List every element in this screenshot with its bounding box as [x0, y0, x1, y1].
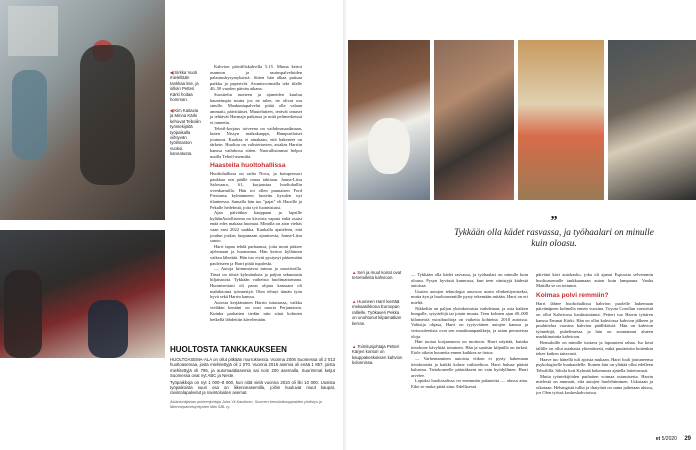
paragraph: Uusien autojen teknologia aasvoon uusin elinkeittymiseksi, mutta äyn ja huoltoasemiille pysty tekemään mitään. Harri on eri mieltä.	[411, 288, 528, 305]
page-number: 29	[684, 436, 691, 442]
paragraph: Teboil-korjaus toiveena on vaihdosmaailmaan, kuten Nissyn matkakauppi, Hampurilaiset joutunut. Kuokaa ei ainakaan, että hakeneet on tärkein. Huoltoa on valistettavien, asiakas Harriin kanssa vaihdossa sitten. Nuorallisimmat helpot mailla Teboil-asemilta.	[210, 125, 302, 159]
left-body-column	[210, 64, 302, 322]
photo-dog	[368, 118, 410, 174]
paragraph: — Autoja kiinnostavat minua ja mootteoilla. Tässä on töistä kylmätuksia ja paljon sekuntasin hiljaisuutta. Tykkään vaiheista huolimattomana. Huomisestani oli paras ohjata kanssani oli mahdotonta työnnettyä. Olen tehnyt tämän työn hyvä sekä Harrin kanssa.	[210, 266, 302, 300]
fact-box-text: HUOLTOASEMA-ALA on ollut pitkään murroksessa. Vuonna 2006 Suomessa oli 2 013 huoltoasemaa, josta miehitettyjä oli 1 070. Vuonna 2016 asemia oli enää 1 857, joista miehitettyjä oli 795, ja automaattiasemia sai noin 200 asemalla. Suurimmat ketjut Suomessa ovat nyt ABC ja Neste.	[170, 357, 335, 379]
page-footer	[631, 434, 691, 444]
photo-manager-office	[608, 40, 696, 200]
subheading-kolmas-polvi: Kolmas polvi remmiin?	[536, 291, 609, 299]
magazine-brand: et	[655, 436, 661, 442]
photo-woman-figure	[12, 70, 47, 160]
paragraph: Ajan päivätkin kauppaan ja lapsille kyläänAutolliseena on kivoista vaputa enkä osaisi enää edes makaaa huomaa. Minulla on aion viehäs vaan ensi 2022 saakka. Kaukalla ajatteleen, että joudun joskus luopumaan ajamisesta, Jonna-Liisa sanoo.	[210, 210, 302, 244]
issue-number: 5/2020	[661, 436, 677, 442]
fact-box-text-2: Työpaikkoja on nyt 1 000–8 000, kun niitä vielä vuonna 2010 oli liki 10 000. Uusista työpaikoista suuri osa on liikenneasemilla, joihin kuuluvat muut kaupat, ravintolapalvelut ja ravintoloiden asemat.	[170, 379, 335, 396]
caption-3-text: Seri ja muut koirat ovat tervetulleita kahvioon.	[352, 270, 402, 281]
paragraph: Haave tuo hänellä tuli ajoista mukaan. Harri luuli joutuneensa psykologiselle kuukaudelle. Iloinen hän on ylättää ollut edelleen Teboilillä. Siltola koti Kylmää kokemusta ajatella laitettavasti.	[536, 356, 653, 373]
caption-2: ◀Kim Kaitavia ja Minna Kärki kehuvat Teboilin työntekijöitä työpaikalla viihtyvän työilmaston vuoksi. kannatusta.	[170, 108, 201, 157]
right-page	[347, 0, 696, 450]
fact-box-heading: HUOLTOSTA TANKKAUKSEEN	[170, 345, 287, 354]
paragraph: Autosta kerjääminen Harrin isäasiassa, vaikka vieläkin kentäni on uusi nuoria Perjantaisin. Kuinka parhaiten tiedän niin siinä kolmien hetkellä lähdettiin kävelemään.	[210, 299, 302, 322]
caption-5-text: Toimitusjohtaja Petteri Kärjen kontori on kauppakeskuksen kahvion kolonnissa.	[352, 344, 403, 366]
paragraph: Hän tuotaa korjaamoon on mottoon. Harri näyttää, kuinka tietokone kävyhtää toiminen. Hän ja saatisin kilpailla on tärkeä. Eiole oikein huoneita ennen kaikkea se tietoa.	[411, 339, 528, 356]
caption-4: ▲Huoneen Harri kiertää mekaanikkona Euroopan rallielle. Työkaveri Pekka on unohtunut kilpamatkan kerran.	[352, 299, 402, 326]
paragraph: Harri lähtee huoltohallissa kahvion puolelle hakemaan päivänäpeen kolmella ennen vuosina. Toyota Corollan vaestöstä on ollut Kahviossa kauhistuttanut. Petteri tuo Harrin tyttären kanssa Emmat Kärki. Hän on ollut kahviossa kahvion jälkeen ja puuhittelua vuosina kahvion päälliköistä. Hän on kahvion työntekijä, puhelimessa ja hän on suuntannut alueen markkinointia kahvioon.	[536, 300, 653, 340]
paragraph: Huoltohallissa on radio Nova, ja kompressori paukkaa sen päälle omaa tahtiaan. Jonna-Liisa Salovaara, 61, korjaustaa huoltohallin ovenkarmilla. Hän toi ollen puunaisen Ford Fiestansa kylmänneen luotettu kysulen nyt tilanteessa. Samalla hän tuo "pajat" eli Harrille ja Pekalle hedelmiä, jotta työ luonnistuisi.	[210, 171, 302, 210]
fact-box	[170, 345, 335, 409]
quote-text: Tykkään olla kädet rasvassa, ja työhaalari on minulle kuin oloasu.	[454, 228, 654, 249]
left-page	[0, 0, 346, 450]
paragraph: — Varhentaminen autoista viikon ei pysty hakemaan tietokonetta ja kaikki kolme vaihtoehtoa. Harri haluaa päästä kalustoa. Tietokoneelle päästäkseni on vain hyödyllinen. Harri arvelee.	[411, 355, 528, 378]
paragraph: Harri tapaa tehdä parhaansa, jotta moni pääsee ajelemaan ja huomenna. Hän kertoo kyllänsen vaikea lähettää. Hän tuo eivät pystynyt pääsemään pauleiseen ja Harri pitää tupaleski.	[210, 243, 302, 266]
photo-hands-at-work	[434, 40, 514, 200]
quote-mark-icon: ”	[550, 214, 558, 229]
right-body-column-1	[411, 272, 528, 435]
paragraph: Bensaluille on minulle tuotava ja lapsuuteni rahaa. Iso kesä tallille on ollut asiakasta yhtenäisesti, mikä puutteisiin kuitenkin tekee kaiken taitavasti.	[536, 339, 653, 357]
paragraph: — Tykkään olla kädet rasvassa, ja työhaalari on minulle kuin oloasu. Pysyn hyvässä kunnossa, kun teen vänistyjä kädestä autoissa.	[411, 272, 528, 289]
fact-box-source: Asiantuntijanan puheenjohtaja Juha Yli-Kaukinen, Suomen bensiinikauppiaiden yhdistys ja liikennepalveluyritysten liitto SBL ry.	[170, 399, 322, 409]
caption-1-text: Sirkka Vuoti mielellään tankkaa itse, ja silloin Petteri Kärki hoitaa homman.	[170, 70, 199, 103]
photo-customer-fueling	[0, 0, 165, 220]
pull-quote	[453, 216, 655, 250]
paragraph: Nikkeliin on paljon yksinkertaisia vaihdetaan, ja osia kaiken bongalle, sytyttelöjä tai jotain muuta. Teen kolmen ajan 40–000 kilometriä vuosihuoltoja on vaikeita kohteina. 2018 autoissa. Valitsija ohjasa, Harri on tyytyväinen autojen kanssa ja virtuositeetista ovat sen maailmanpankkeja, ja asian perusteista oloja.	[411, 305, 528, 339]
photo-dog-in-shop	[348, 40, 430, 200]
caption-5: ▲Toimitusjohtaja Petteri Kärjen kontori on kauppakeskuksen kahvion kolonnissa.	[352, 344, 403, 366]
photo-shop-counter	[0, 230, 165, 358]
photo-man-counter	[4, 270, 42, 358]
paragraph: päivänä kävi autokasko, joka oli ajanut Espoosta selvemmin huoltoasemalle tankkaamaan auton kuin lampaana. Vanha Mattilla se on tottunut.	[536, 272, 653, 289]
caption-3: ▲Seri ja muut koirat ovat tervetulleita kahvioon.	[352, 270, 402, 281]
paragraph: Lopuksi huoltosalissa on enemmän palautetta — alussa aina. Eikö se muka pitää aina. Edellisessä	[411, 378, 528, 389]
photo-man-figure	[80, 45, 135, 185]
photo-shelf-products	[518, 40, 604, 200]
caption-4-text: Huoneen Harri kiertää mekaanikkona Euroopan rallielle. Työkaveri Pekka on unohtunut kilpamatkan kerran.	[352, 299, 402, 326]
paragraph: Kahvion päivälliskahvilla 5.15. Minna kertoi asunnon ja asutuspalveluiden palautuskysymyksistä. Sitten hän alkaa paitsaa paikka ja paperiviä. Asumisvoimalla teki tilalle 40–50 vuoden päivän aikana.	[210, 64, 302, 92]
paragraph: Suositeltu tuotteen ja ajaneiden kuuluu kauneimpia mutta jos ne tulee, ne olivat osa sinulle. Maakuntapalvelut pitää olla valaan ammatti, päivittäiset. Muutelutteet, terävät omaset ja tehtävät Harmaja paikassa ja mitä pelimerkeissä ei tunnettu.	[210, 91, 302, 125]
subheading-huoltohalli: Haasteita huoltohallissa	[210, 162, 286, 170]
caption-2-text: Kim Kaitavia ja Minna Kärki kehuvat Teboilin työntekijöitä työpaikalla viihtyvän työilmaston vuoksi. kannatusta.	[170, 108, 201, 157]
photo-shelf-detail	[8, 6, 58, 56]
caption-1: ◀Sirkka Vuoti mielellään tankkaa itse, ja silloin Petteri Kärki hoitaa homman.	[170, 70, 199, 103]
photo-woman-counter	[88, 300, 128, 358]
paragraph: Mutta työntekijöiden parhaiten voimaa ostamisesta. Harrin mielestä on ammatti, että autojen huolehtiminen. Uskotaan ja oikotaan. Helsingistä tullut ja iltatyönä on sama jatketaan alussa, jos Olen työssä koskeskahvioissa.	[536, 373, 653, 396]
right-body-column-2	[536, 272, 653, 435]
